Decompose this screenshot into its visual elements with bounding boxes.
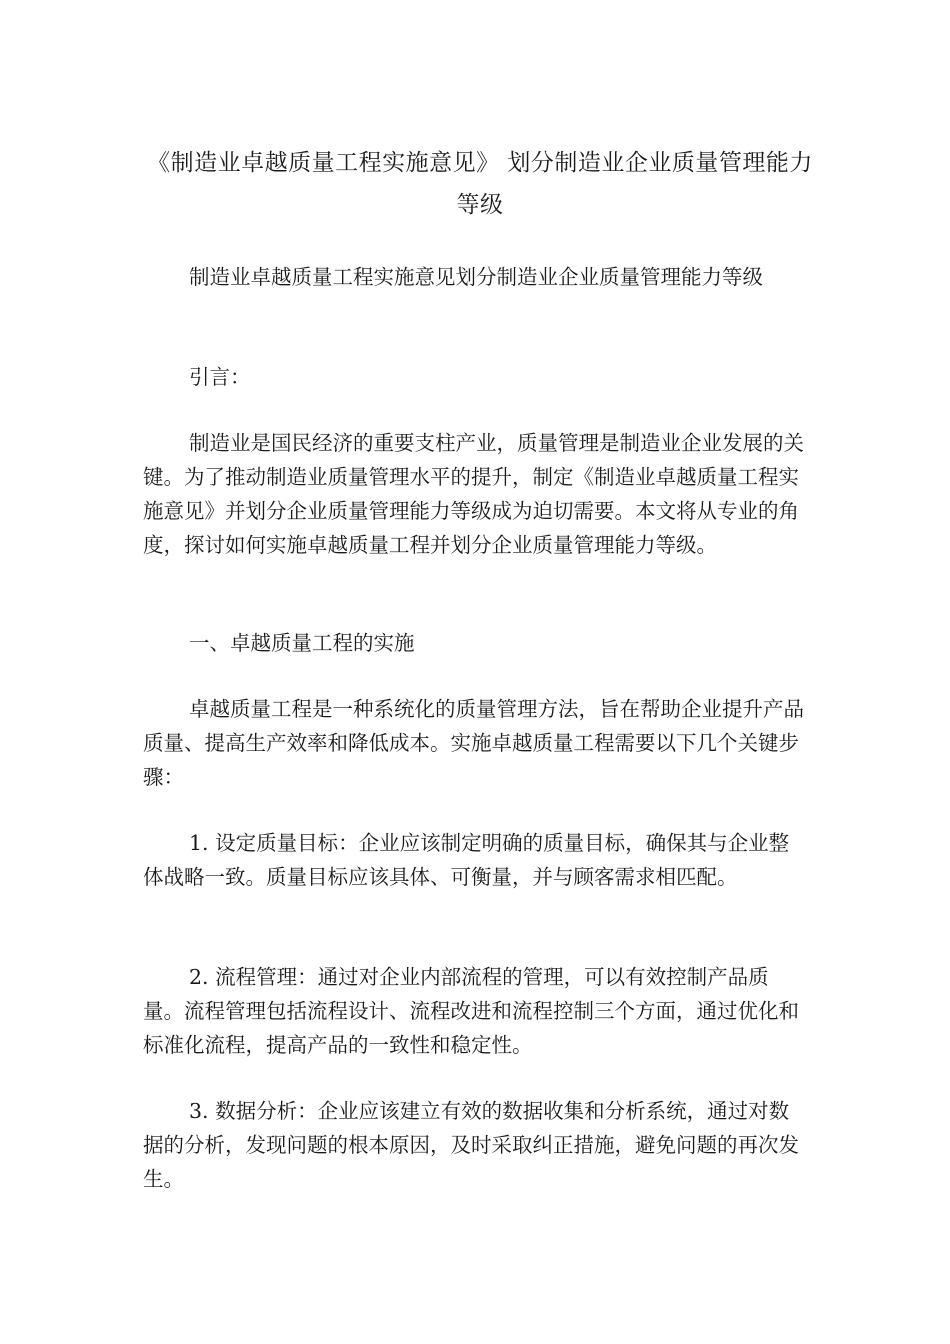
subtitle-paragraph: 制造业卓越质量工程实施意见划分制造业企业质量管理能力等级 — [189, 265, 763, 289]
list-item-3: 3. 数据分析：企业应该建立有效的数据收集和分析系统，通过对数据的分析，发现问题的根本原因，及时采取纠正措施，避免问题的再次发生。 — [143, 1099, 799, 1191]
list-item-2: 2. 流程管理：通过对企业内部流程的管理，可以有效控制产品质量。流程管理包括流程设计、流程改进和流程控制三个方面，通过优化和标准化流程，提高产品的一致性和稳定性。 — [143, 965, 799, 1057]
document-title: 《制造业卓越质量工程实施意见》 划分制造业企业质量管理能力等级 — [147, 150, 813, 218]
list-item-1: 1. 设定质量目标：企业应该制定明确的质量目标，确保其与企业整体战略一致。质量目标应该具体、可衡量，并与顾客需求相匹配。 — [143, 831, 790, 889]
section-heading-1: 一、卓越质量工程的实施 — [189, 631, 415, 655]
intro-paragraph: 制造业是国民经济的重要支柱产业，质量管理是制造业企业发展的关键。为了推动制造业质量管理水平的提升，制定《制造业卓越质量工程实施意见》并划分企业质量管理能力等级成为迫切需要。本文将从专业的角度，探讨如何实施卓越质量工程并划分企业质量管理能力等级。 — [143, 431, 804, 557]
section-1-paragraph: 卓越质量工程是一种系统化的质量管理方法，旨在帮助企业提升产品质量、提高生产效率和降低成本。实施卓越质量工程需要以下几个关键步骤： — [143, 697, 804, 789]
intro-heading: 引言： — [189, 365, 251, 389]
